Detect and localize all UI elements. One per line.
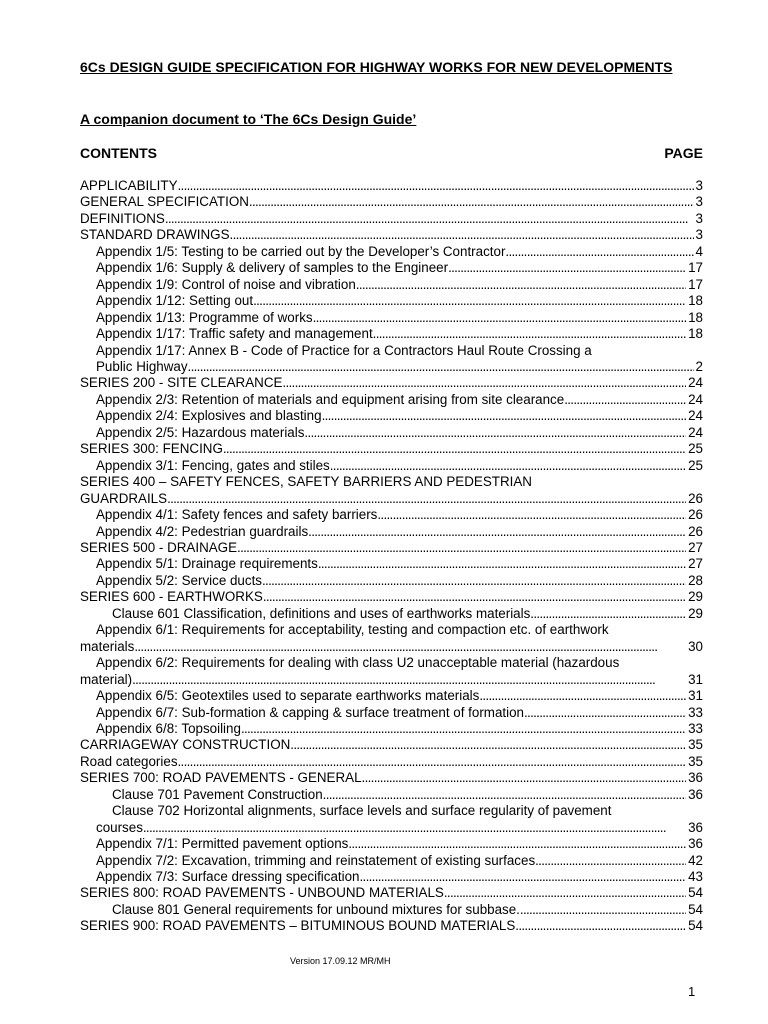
- toc-entry[interactable]: [80, 524, 703, 540]
- dot-leader: [318, 556, 686, 572]
- dot-leader: [237, 540, 686, 556]
- toc-entry[interactable]: [80, 310, 703, 326]
- toc-entry-page: 36: [688, 770, 703, 786]
- dot-leader: [444, 885, 686, 901]
- contents-header: [80, 145, 703, 162]
- toc-entry[interactable]: [80, 474, 703, 507]
- toc-entry-title: SERIES 600 - EARTHWORKS: [80, 589, 263, 605]
- toc-entry-title: SERIES 500 - DRAINAGE: [80, 539, 238, 555]
- dot-leader: [143, 820, 686, 836]
- toc-entry[interactable]: [80, 211, 703, 227]
- toc-entry-title: Appendix 1/5: Testing to be carried out by the Developer’s Contractor: [96, 243, 506, 259]
- toc-entry[interactable]: [80, 754, 703, 770]
- toc-entry[interactable]: [80, 277, 703, 293]
- toc-entry-title: Appendix 6/8: Topsoiling: [96, 720, 241, 736]
- toc-entry[interactable]: [80, 507, 703, 523]
- toc-entry-title: Appendix 2/4: Explosives and blasting: [96, 408, 322, 424]
- toc-entry-title: Appendix 2/3: Retention of materials and equipment arising from site clearance: [96, 391, 565, 407]
- toc-entry-page: 29: [688, 589, 703, 605]
- toc-entry[interactable]: [80, 853, 703, 869]
- dot-leader: [290, 737, 686, 753]
- document-subtitle: A companion document to ‘The 6Cs Design Guide’: [80, 111, 417, 127]
- toc-entry[interactable]: [80, 902, 703, 918]
- dot-leader: [134, 639, 686, 655]
- dot-leader: [323, 787, 686, 803]
- toc-entry-title: Appendix 1/17: Annex B - Code of Practice for a Contractors Haul Route Crossing a: [96, 342, 592, 358]
- toc-entry-title: Clause 702 Horizontal alignments, surface levels and surface regularity of pavement: [112, 803, 612, 819]
- toc-entry-page: 18: [688, 326, 703, 342]
- dot-leader: [520, 902, 686, 918]
- toc-entry-title: SERIES 800: ROAD PAVEMENTS - UNBOUND MATERIALS: [80, 885, 444, 901]
- toc-entry-page: 27: [688, 539, 703, 555]
- toc-entry-title-continued: Public Highway: [96, 358, 188, 374]
- dot-leader: [253, 293, 686, 309]
- toc-entry-page: 26: [688, 490, 703, 506]
- toc-entry[interactable]: [80, 885, 703, 901]
- toc-entry[interactable]: [80, 178, 703, 194]
- toc-entry-title: SERIES 900: ROAD PAVEMENTS – BITUMINOUS BOUND MATERIALS: [80, 918, 516, 934]
- toc-entry-page: 36: [688, 786, 703, 802]
- toc-entry[interactable]: [80, 589, 703, 605]
- toc-entry-title: Appendix 1/12: Setting out: [96, 293, 254, 309]
- toc-entry[interactable]: [80, 458, 703, 474]
- dot-leader: [167, 491, 686, 507]
- toc-entry-page: 24: [688, 391, 703, 407]
- toc-entry-title: Appendix 1/6: Supply & delivery of samples to the Engineer: [96, 260, 449, 276]
- dot-leader: [263, 589, 686, 605]
- dot-leader: [308, 524, 686, 540]
- toc-entry-title: DEFINITIONS: [80, 210, 165, 226]
- toc-entry-page: 33: [688, 720, 703, 736]
- toc-entry-title-continued: materials: [80, 638, 135, 654]
- toc-entry[interactable]: [80, 326, 703, 342]
- toc-entry[interactable]: [80, 705, 703, 721]
- toc-entry-page: 3: [695, 227, 703, 243]
- toc-entry-title: Appendix 4/1: Safety fences and safety barriers: [96, 507, 378, 523]
- toc-entry[interactable]: [80, 721, 703, 737]
- dot-leader: [223, 441, 686, 457]
- dot-leader: [479, 688, 686, 704]
- dot-leader: [448, 260, 686, 276]
- toc-entry-title: Clause 601 Classification, definitions and uses of earthworks materials: [112, 605, 531, 621]
- toc-entry-title: Appendix 7/1: Permitted pavement options: [96, 836, 349, 852]
- toc-entry-title: Appendix 4/2: Pedestrian guardrails: [96, 523, 309, 539]
- dot-leader: [330, 458, 686, 474]
- dot-leader: [377, 507, 686, 523]
- toc-entry-title: Appendix 1/13: Programme of works: [96, 309, 313, 325]
- toc-entry-page: 17: [688, 260, 703, 276]
- toc-entry-title: Clause 801 General requirements for unbound mixtures for subbase.: [112, 901, 520, 917]
- toc-entry[interactable]: [80, 787, 703, 803]
- toc-entry-title: SERIES 400 – SAFETY FENCES, SAFETY BARRIERS AND PEDESTRIAN: [80, 474, 532, 490]
- toc-entry[interactable]: [80, 869, 703, 885]
- dot-leader: [360, 869, 687, 885]
- toc-entry[interactable]: [80, 573, 703, 589]
- toc-entry-title-continued: material): [80, 671, 133, 687]
- toc-entry-page: 30: [688, 638, 703, 654]
- toc-entry-page: 17: [688, 276, 703, 292]
- toc-entry-title: GENERAL SPECIFICATION: [80, 194, 249, 210]
- toc-entry-page: 43: [688, 869, 703, 885]
- toc-entry-title: Appendix 6/5: Geotextiles used to separate earthworks materials: [96, 688, 480, 704]
- toc-entry-page: 18: [688, 293, 703, 309]
- toc-entry[interactable]: [80, 375, 703, 391]
- toc-entry-title: Appendix 5/1: Drainage requirements: [96, 556, 318, 572]
- toc-entry-page: 29: [688, 605, 703, 621]
- toc-entry[interactable]: [80, 622, 703, 655]
- toc-entry-title: CARRIAGEWAY CONSTRUCTION: [80, 737, 291, 753]
- toc-entry-page: 3: [695, 194, 703, 210]
- toc-entry-page: 54: [688, 901, 703, 917]
- dot-leader: [362, 770, 687, 786]
- toc-entry[interactable]: [80, 425, 703, 441]
- toc-entry[interactable]: [80, 688, 703, 704]
- toc-entry-title: APPLICABILITY: [80, 178, 178, 193]
- dot-leader: [249, 194, 694, 210]
- toc-entry[interactable]: [80, 392, 703, 408]
- toc-entry-title: Clause 701 Pavement Construction: [112, 786, 323, 802]
- toc-entry[interactable]: [80, 260, 703, 276]
- dot-leader: [535, 853, 686, 869]
- dot-leader: [262, 573, 686, 589]
- toc-entry-title: Appendix 1/17: Traffic safety and management: [96, 326, 373, 342]
- dot-leader: [188, 359, 694, 375]
- dot-leader: [165, 211, 694, 227]
- toc-entry[interactable]: [80, 803, 703, 836]
- toc-entry-page: 54: [688, 885, 703, 901]
- dot-leader: [178, 178, 694, 194]
- dot-leader: [178, 754, 687, 770]
- toc-entry-page: 26: [688, 523, 703, 539]
- toc-entry-page: 28: [688, 572, 703, 588]
- toc-entry-title: SERIES 200 - SITE CLEARANCE: [80, 375, 283, 391]
- toc-entry-page: 3: [695, 178, 703, 193]
- dot-leader: [230, 227, 694, 243]
- toc-entry-title: Appendix 7/3: Surface dressing specification: [96, 869, 360, 885]
- toc-entry[interactable]: [80, 918, 703, 934]
- toc-entry-page: 42: [688, 852, 703, 868]
- dot-leader: [356, 277, 686, 293]
- toc-entry-page: 35: [688, 737, 703, 753]
- dot-leader: [530, 606, 686, 622]
- toc-entry[interactable]: [80, 441, 703, 457]
- toc-entry-title: Appendix 6/2: Requirements for dealing with class U2 unacceptable material (hazardous: [96, 655, 620, 671]
- dot-leader: [313, 310, 687, 326]
- toc-entry-page: 31: [688, 671, 703, 687]
- toc-entry[interactable]: [80, 540, 703, 556]
- toc-entry-page: 26: [688, 507, 703, 523]
- toc-entry[interactable]: [80, 770, 703, 786]
- toc-entry[interactable]: [80, 227, 703, 243]
- toc-entry-title: Appendix 7/2: Excavation, trimming and reinstatement of existing surfaces: [96, 852, 536, 868]
- toc-entry-page: 36: [688, 819, 703, 835]
- toc-entry-page: 24: [688, 424, 703, 440]
- dot-leader: [241, 721, 686, 737]
- toc-entry-title: Appendix 6/1: Requirements for acceptability, testing and compaction etc. of earthwork: [96, 622, 609, 638]
- toc-entry[interactable]: [80, 194, 703, 210]
- toc-entry[interactable]: [80, 655, 703, 688]
- toc-entry-page: 25: [688, 441, 703, 457]
- toc-entry[interactable]: [80, 408, 703, 424]
- toc-entry-title: Appendix 3/1: Fencing, gates and stiles: [96, 457, 330, 473]
- dot-leader: [304, 425, 686, 441]
- dot-leader: [348, 836, 686, 852]
- toc-entry-title: Appendix 1/9: Control of noise and vibration: [96, 276, 356, 292]
- toc-entry[interactable]: [80, 737, 703, 753]
- dot-leader: [132, 672, 686, 688]
- toc-entry-page: 24: [688, 375, 703, 391]
- dot-leader: [515, 918, 686, 934]
- toc-entry[interactable]: [80, 556, 703, 572]
- toc-entry-page: 24: [688, 408, 703, 424]
- toc-entry-title: Appendix 5/2: Service ducts: [96, 572, 262, 588]
- toc-entry-page: 3: [695, 210, 703, 226]
- toc-entry-page: 2: [695, 358, 703, 374]
- toc-entry-page: 36: [688, 836, 703, 852]
- toc-entry[interactable]: [80, 293, 703, 309]
- dot-leader: [322, 408, 687, 424]
- toc-entry-page: 33: [688, 704, 703, 720]
- dot-leader: [505, 244, 693, 260]
- toc-entry-title: SERIES 700: ROAD PAVEMENTS - GENERAL: [80, 770, 362, 786]
- toc-entry-page: 18: [688, 309, 703, 325]
- dot-leader: [282, 375, 686, 391]
- toc-entry-title-continued: GUARDRAILS: [80, 490, 168, 506]
- toc-entry-title: SERIES 300: FENCING: [80, 441, 223, 457]
- toc-entry-page: 31: [688, 688, 703, 704]
- contents-label: CONTENTS: [80, 145, 157, 161]
- toc-entry-page: 27: [688, 556, 703, 572]
- dot-leader: [524, 705, 686, 721]
- document-title: 6Cs DESIGN GUIDE SPECIFICATION FOR HIGHWAY WORKS FOR NEW DEVELOPMENTS: [80, 59, 673, 75]
- toc-entry-title-continued: courses: [96, 819, 143, 835]
- toc-entry-title: Appendix 2/5: Hazardous materials: [96, 424, 305, 440]
- table-of-contents: [80, 178, 703, 935]
- toc-entry-page: 54: [688, 918, 703, 934]
- toc-entry-title: Appendix 6/7: Sub-formation & capping & surface treatment of formation: [96, 704, 524, 720]
- toc-entry[interactable]: [80, 836, 703, 852]
- toc-entry[interactable]: [80, 606, 703, 622]
- toc-entry-page: 35: [688, 753, 703, 769]
- footer-version: Version 17.09.12 MR/MH: [290, 956, 391, 966]
- page-column-label: PAGE: [664, 145, 703, 161]
- toc-entry-page: 4: [695, 243, 703, 259]
- toc-entry-title: STANDARD DRAWINGS: [80, 227, 230, 243]
- toc-entry[interactable]: [80, 244, 703, 260]
- page-number: 1: [688, 984, 696, 999]
- dot-leader: [564, 392, 686, 408]
- toc-entry-title: Road categories: [80, 753, 178, 769]
- dot-leader: [373, 326, 686, 342]
- toc-entry-page: 25: [688, 457, 703, 473]
- toc-entry[interactable]: [80, 343, 703, 376]
